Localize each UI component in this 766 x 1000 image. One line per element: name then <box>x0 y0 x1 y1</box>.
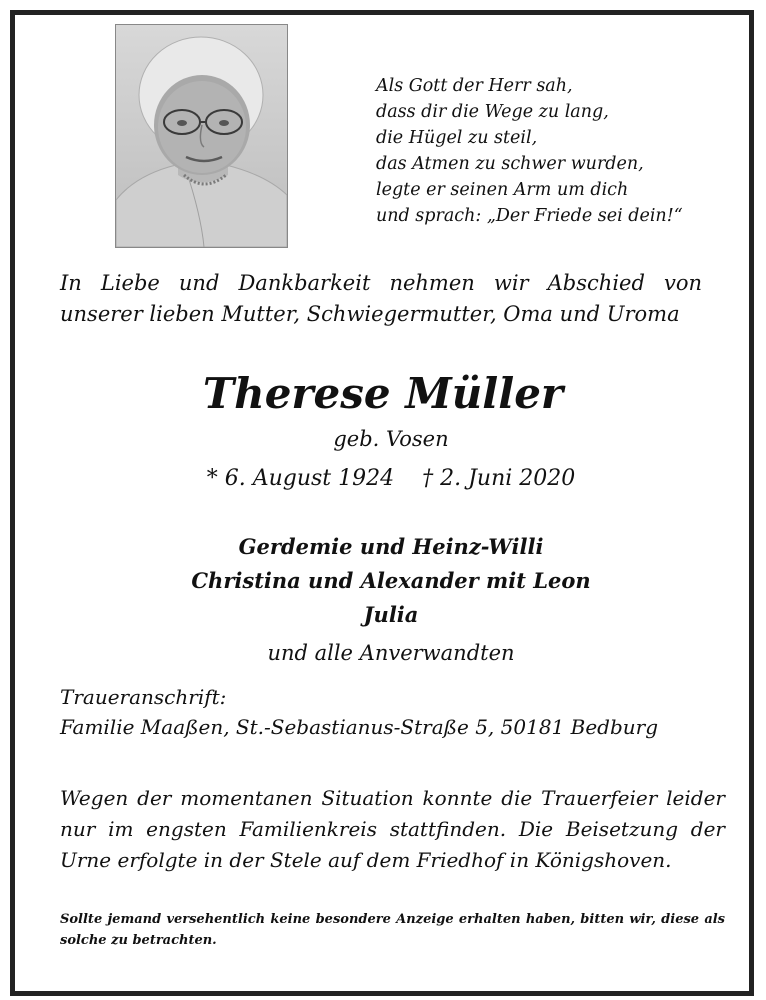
poem-line: und sprach: „Der Friede sei dein!“ <box>376 206 683 226</box>
poem-line: dass dir die Wege zu lang, <box>376 102 609 122</box>
poem-line: das Atmen zu schwer wurden, <box>376 154 644 174</box>
family-line: Julia <box>363 602 419 627</box>
poem-line: die Hügel zu steil, <box>376 128 538 148</box>
disclaimer: Sollte jemand versehentlich keine besondere Anzeige erhalten haben, bitten wir, diese als solche zu betrachten. <box>60 912 725 948</box>
address-label: Traueranschrift: <box>60 685 227 709</box>
address-value: Familie Maaßen, St.-Sebastianus-Straße 5, 50181 Bedburg <box>60 715 659 739</box>
deceased-name: Therese Müller <box>202 369 564 418</box>
poem <box>376 73 683 229</box>
poem-line: Als Gott der Herr sah, <box>376 76 573 96</box>
birth-name: geb. Vosen <box>333 427 449 451</box>
family-line: Gerdemie und Heinz-Willi <box>238 534 544 559</box>
portrait-image <box>116 25 287 247</box>
family-list <box>0 530 766 632</box>
portrait-photo <box>115 24 288 248</box>
mourning-address <box>60 682 658 742</box>
family-line: Christina und Alexander mit Leon <box>191 568 591 593</box>
relatives-line: und alle Anverwandten <box>267 641 515 665</box>
intro-text: In Liebe und Dankbarkeit nehmen wir Abschied von unserer lieben Mutter, Schwiegermutter, Oma und Uroma <box>60 271 702 326</box>
life-dates: * 6. August 1924 † 2. Juni 2020 <box>206 466 576 491</box>
situation-note: Wegen der momentanen Situation konnte die Trauerfeier leider nur im engsten Familienkreis stattfinden. Die Beisetzung der Urne erfolgte in der Stele auf dem Friedhof in Königshoven. <box>60 786 725 872</box>
poem-line: legte er seinen Arm um dich <box>376 180 629 200</box>
